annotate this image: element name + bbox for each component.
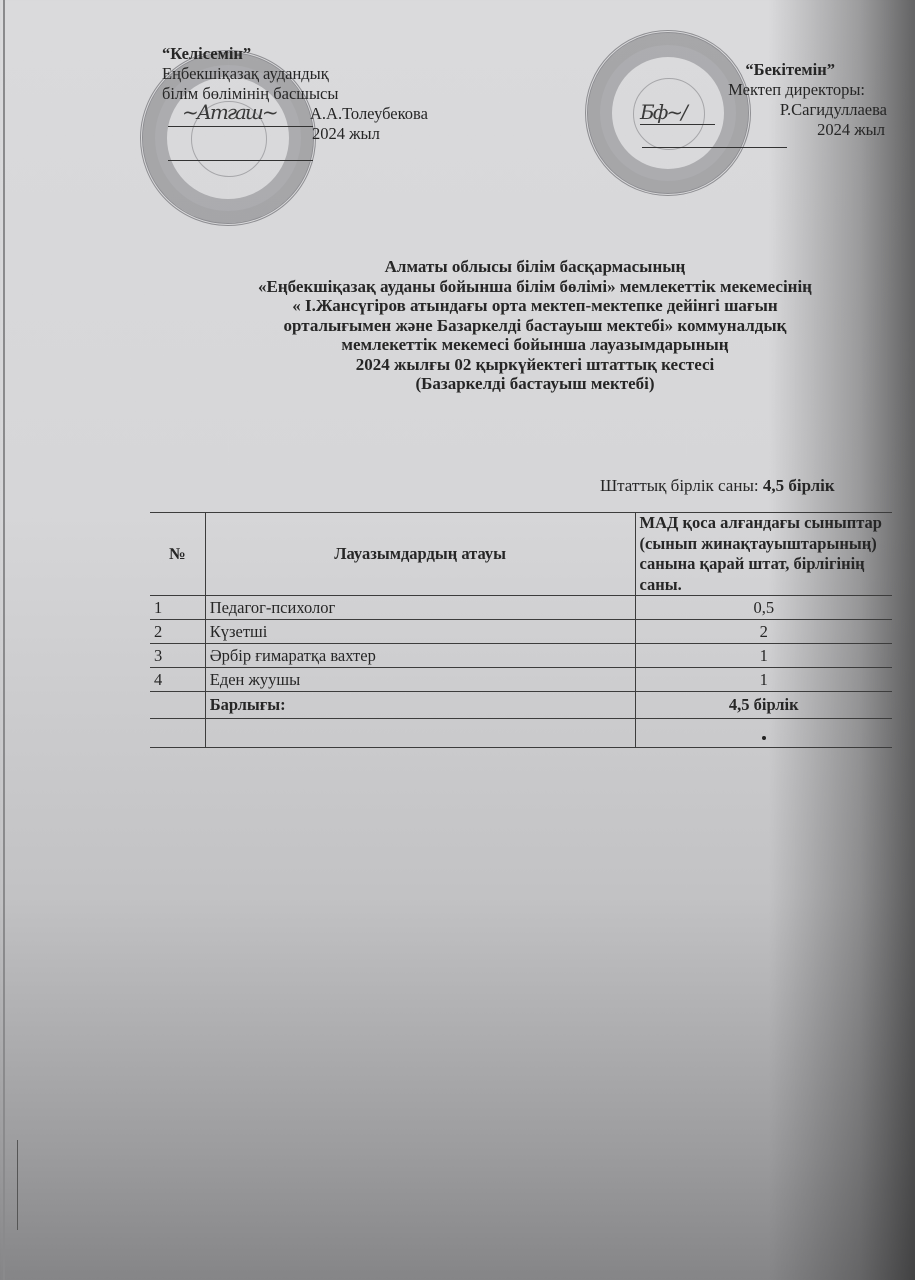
title-line: (Базаркелді бастауыш мектебі) (415, 374, 655, 393)
approval-year: 2024 жыл (312, 124, 380, 143)
title-line: Алматы облысы білім басқармасының (384, 257, 686, 276)
row-position: Күзетші (205, 620, 635, 644)
staff-units-value: 4,5 бірлік (762, 476, 835, 495)
approval-position: білім бөлімінің басшысы (162, 84, 339, 103)
empty-cell (205, 719, 635, 748)
row-position: Әрбір ғимаратқа вахтер (205, 644, 635, 668)
header-unit-count: МАД қоса алғандағы сыныптар (сынып жинақтауыштарының) санына қарай штат, бірлігінің саны. (635, 513, 892, 596)
staff-units-label: Штаттық бірлік саны: (600, 476, 759, 495)
approval-department: Еңбекшіқазақ аудандық (162, 64, 329, 83)
table-total-row (150, 692, 892, 719)
staffing-table (150, 512, 892, 748)
row-number: 4 (150, 668, 205, 692)
row-position: Педагог-психолог (205, 596, 635, 620)
title-line: орталығымен және Базаркелді бастауыш мектебі» коммуналдық (283, 315, 787, 335)
header-position-name: Лауазымдардың атауы (205, 513, 635, 596)
approval-year: 2024 жыл (817, 120, 885, 139)
total-number-cell (150, 692, 205, 719)
document-title (150, 257, 915, 394)
approval-signatory: А.А.Толеубекова (310, 104, 428, 123)
title-line: «Еңбекшіқазақ ауданы бойынша білім бөлімі» мемлекеттік мекемесінің (258, 276, 812, 296)
table-row (150, 620, 892, 644)
signature-right: Бф~/ (640, 100, 686, 124)
signature-left: ~Атгаш~ (182, 100, 277, 124)
approval-heading: “Келісемін” (162, 44, 252, 63)
approval-signatory: Р.Сагидуллаева (779, 100, 887, 119)
ink-dot (762, 736, 766, 740)
staff-units-count (600, 476, 835, 496)
empty-cell (150, 719, 205, 748)
row-count: 2 (635, 620, 892, 644)
title-line: « І.Жансүгіров атындағы орта мектеп-мектепке дейінгі шағын (292, 296, 778, 315)
title-line: 2024 жылғы 02 қыркүйектегі штаттық кестесі (355, 354, 715, 374)
approval-block-agreed (162, 44, 428, 144)
title-line: мемлекеттік мекемесі бойынша лауазымдарының (341, 335, 729, 354)
signature-line (168, 126, 313, 128)
approval-heading: “Бекітемін” (745, 60, 835, 79)
page-edge (3, 0, 5, 1280)
empty-cell (635, 719, 892, 748)
row-number: 3 (150, 644, 205, 668)
approval-position: Мектеп директоры: (728, 80, 865, 99)
row-count: 0,5 (635, 596, 892, 620)
table-row (150, 644, 892, 668)
table-header-row (150, 513, 892, 596)
total-value: 4,5 бірлік (635, 692, 892, 719)
table-empty-row (150, 719, 892, 748)
date-line (642, 147, 787, 149)
page-mark (17, 1140, 18, 1230)
header-number: № (150, 513, 205, 596)
row-number: 2 (150, 620, 205, 644)
date-line (168, 160, 313, 162)
total-label: Барлығы: (205, 692, 635, 719)
row-count: 1 (635, 644, 892, 668)
table-row (150, 596, 892, 620)
row-number: 1 (150, 596, 205, 620)
signature-line (640, 124, 715, 126)
row-position: Еден жуушы (205, 668, 635, 692)
table-row (150, 668, 892, 692)
row-count: 1 (635, 668, 892, 692)
